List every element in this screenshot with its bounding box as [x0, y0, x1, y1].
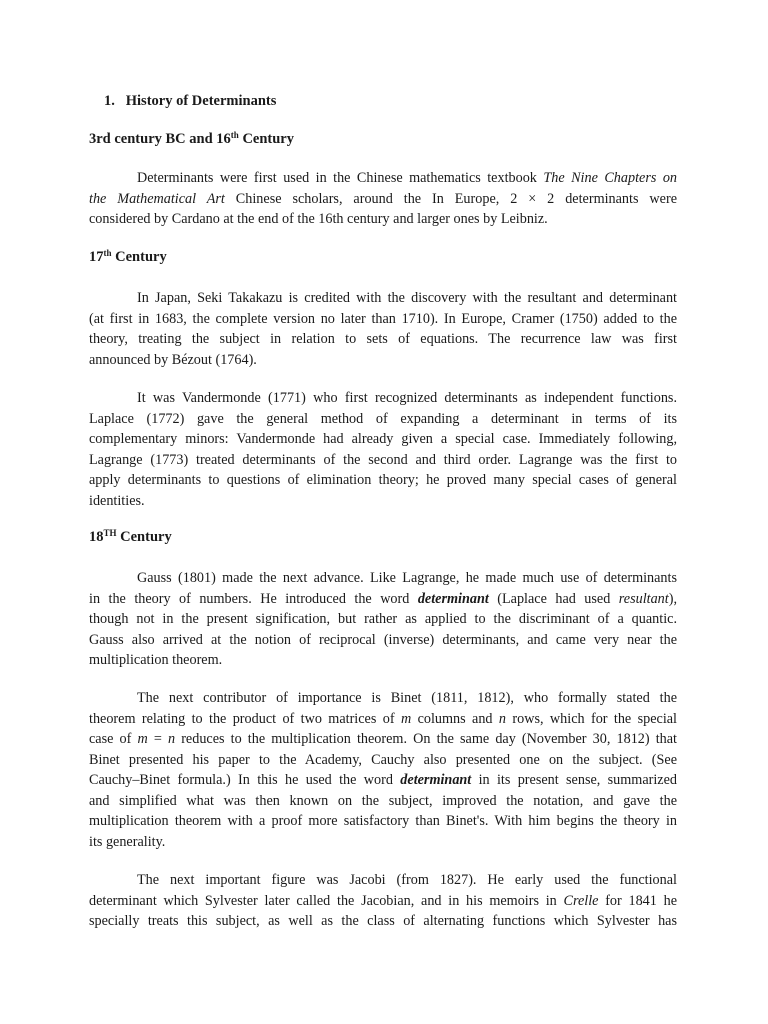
text-run: Cauchy–Binet formula.) In this he used the word	[89, 772, 401, 788]
paragraph-line	[89, 309, 677, 330]
paragraph-line	[89, 168, 677, 189]
paragraph-line	[89, 811, 677, 832]
text-run: It was Vandermonde (1771) who first recognized determinants as independent functions.	[137, 390, 677, 406]
paragraph-line	[89, 770, 677, 791]
paragraph	[89, 568, 677, 671]
text-run: The next important figure was Jacobi (from 1827). He early used the functional	[137, 872, 677, 888]
paragraph-line	[89, 470, 677, 491]
paragraph-line	[89, 491, 677, 512]
text-run: its generality.	[89, 833, 166, 850]
paragraph-line	[89, 450, 677, 471]
paragraph-line	[89, 729, 677, 750]
text-run: determinant which Sylvester later called the Jacobian, and in his memoirs in	[89, 892, 564, 909]
text-run: m	[137, 731, 148, 747]
text-run: complementary minors: Vandermonde had already given a special case. Immediately following,	[89, 431, 677, 447]
text-run: The Nine Chapters on	[543, 170, 678, 186]
text-run: Gauss also arrived at the notion of reciprocal (inverse) determinants, and came very near the	[89, 631, 677, 648]
text-run: theorem relating to the product of two matrices of	[89, 710, 401, 727]
paragraph	[89, 870, 677, 932]
text-run: n	[498, 710, 507, 727]
paragraph-line	[89, 429, 677, 450]
text-run: apply determinants to questions of elimination theory; he proved many special cases of general	[89, 472, 677, 488]
text-run: multiplication theorem with a proof more satisfactory than Binet's. With him begins the theory in	[89, 813, 677, 829]
text-run: rows, which for the special	[506, 710, 678, 727]
text-run: determinant	[400, 772, 472, 788]
paragraph-line	[89, 609, 677, 630]
text-run: for 1841 he	[598, 892, 677, 909]
paragraph-line	[89, 288, 677, 309]
heading-sup: th	[230, 130, 239, 140]
text-run: in its present sense, summarized	[471, 772, 677, 788]
heading-3rd-century	[89, 131, 294, 148]
text-run: Binet presented his paper to the Academy, Cauchy also presented one on the subject. (See	[89, 751, 677, 768]
paragraph-line	[89, 630, 677, 651]
heading-text: 18	[89, 529, 104, 545]
text-run: ),	[668, 590, 677, 607]
text-run: =	[147, 731, 168, 747]
paragraph-line	[89, 832, 677, 853]
text-run: m	[400, 710, 412, 727]
text-run: Laplace (1772) gave the general method of expanding a determinant in terms of its	[89, 410, 677, 427]
paragraph-line	[89, 891, 677, 912]
text-run: the Mathematical Art	[89, 190, 225, 207]
heading-17th-century	[89, 249, 167, 266]
paragraph-line	[89, 791, 677, 812]
text-run: Chinese scholars, around the In Europe, 2 × 2 determinants were	[224, 190, 677, 207]
text-run: reduces to the multiplication theorem. On the same day (November 30, 1812) that	[175, 731, 677, 747]
text-run: In Japan, Seki Takakazu is credited with the discovery with the resultant and determinant	[137, 290, 677, 306]
text-run: announced by Bézout (1764).	[89, 351, 257, 368]
text-run: Gauss (1801) made the next advance. Like Lagrange, he made much use of determinants	[137, 570, 677, 586]
text-run: n	[167, 731, 176, 747]
text-run: determinant	[417, 590, 489, 607]
text-run: though not in the present signification, but rather as applied to the discriminant of a quantic.	[89, 611, 677, 627]
paragraph-line	[89, 911, 677, 932]
text-run: case of	[89, 731, 138, 747]
text-run: (at first in 1683, the complete version no later than 1710). In Europe, Cramer (1750) added to the	[89, 310, 677, 327]
paragraph	[89, 168, 677, 230]
text-run: multiplication theorem.	[89, 652, 223, 668]
paragraph-line	[89, 568, 677, 589]
section-title: History of Determinants	[125, 93, 277, 109]
heading-text: Century	[238, 131, 294, 147]
paragraph-line	[89, 750, 677, 771]
heading-sup: th	[103, 248, 112, 258]
paragraph-line	[89, 329, 677, 350]
text-run: columns and	[411, 710, 499, 727]
paragraph-line	[89, 709, 677, 730]
paragraph	[89, 688, 677, 852]
text-run: Crelle	[563, 892, 599, 909]
paragraph-line	[89, 589, 677, 610]
section-heading	[104, 93, 276, 110]
heading-text: 17	[89, 249, 104, 265]
text-run: The next contributor of importance is Binet (1811, 1812), who formally stated the	[137, 690, 677, 706]
section-number: 1.	[104, 93, 115, 109]
paragraph-line	[89, 350, 677, 371]
paragraph	[89, 388, 677, 511]
paragraph	[89, 288, 677, 370]
text-run: identities.	[89, 492, 145, 509]
text-run: Determinants were first used in the Chinese mathematics textbook	[137, 170, 544, 186]
text-run: theory, treating the subject in relation to sets of equations. The recurrence law was first	[89, 331, 677, 347]
paragraph-line	[89, 189, 677, 210]
paragraph-line	[89, 409, 677, 430]
paragraph-line	[89, 650, 677, 671]
paragraph-line	[89, 870, 677, 891]
text-run: and simplified what was then known on the subject, improved the notation, and gave the	[89, 792, 677, 809]
text-run: specially treats this subject, as well as the class of alternating functions which Sylvester has	[89, 913, 677, 929]
text-run: Lagrange (1773) treated determinants of the second and third order. Lagrange was the first to	[89, 451, 677, 468]
paragraph-line	[89, 688, 677, 709]
heading-text: Century	[111, 249, 167, 265]
paragraph-line	[89, 209, 677, 230]
text-run: (Laplace had used	[488, 590, 619, 607]
paragraph-line	[89, 388, 677, 409]
text-run: resultant	[618, 590, 669, 607]
heading-text: 3rd century BC and 16	[89, 131, 231, 147]
text-run: considered by Cardano at the end of the 16th century and larger ones by Leibniz.	[89, 211, 548, 227]
heading-text: Century	[116, 529, 172, 545]
heading-sup: TH	[103, 528, 117, 538]
heading-18th-century	[89, 529, 172, 546]
text-run: in the theory of numbers. He introduced the word	[89, 590, 418, 607]
